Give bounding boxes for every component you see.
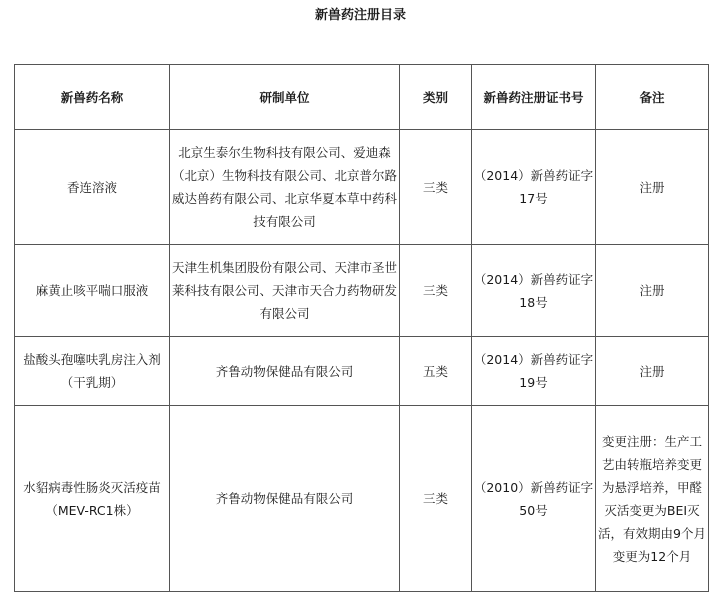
header-name: 新兽药名称 <box>15 65 170 130</box>
note-cell: 注册 <box>596 245 709 337</box>
drug-name-cell: 盐酸头孢噻呋乳房注入剂（干乳期） <box>15 337 170 406</box>
table-row <box>15 245 709 337</box>
category-cell: 三类 <box>400 130 472 245</box>
developer-cell: 北京生泰尔生物科技有限公司、爱迪森（北京）生物科技有限公司、北京普尔路威达兽药有限公司、北京华夏本草中药科技有限公司 <box>170 130 400 245</box>
cert-number-cell: （2014）新兽药证字19号 <box>472 337 596 406</box>
developer-cell: 齐鲁动物保健品有限公司 <box>170 337 400 406</box>
header-note: 备注 <box>596 65 709 130</box>
drug-name-cell: 水貂病毒性肠炎灭活疫苗（MEV-RC1株） <box>15 406 170 592</box>
developer-cell: 齐鲁动物保健品有限公司 <box>170 406 400 592</box>
category-cell: 三类 <box>400 406 472 592</box>
cert-number-cell: （2010）新兽药证字50号 <box>472 406 596 592</box>
table-row <box>15 130 709 245</box>
cert-number-cell: （2014）新兽药证字17号 <box>472 130 596 245</box>
table-row <box>15 406 709 592</box>
table-header-row <box>15 65 709 130</box>
registration-table <box>14 64 709 592</box>
drug-name-cell: 麻黄止咳平喘口服液 <box>15 245 170 337</box>
header-category: 类别 <box>400 65 472 130</box>
category-cell: 五类 <box>400 337 472 406</box>
note-cell: 注册 <box>596 130 709 245</box>
cert-number-cell: （2014）新兽药证字18号 <box>472 245 596 337</box>
developer-cell: 天津生机集团股份有限公司、天津市圣世莱科技有限公司、天津市天合力药物研发有限公司 <box>170 245 400 337</box>
table-row <box>15 337 709 406</box>
header-cert: 新兽药注册证书号 <box>472 65 596 130</box>
header-unit: 研制单位 <box>170 65 400 130</box>
category-cell: 三类 <box>400 245 472 337</box>
note-cell: 变更注册：生产工艺由转瓶培养变更为悬浮培养，甲醛灭活变更为BEI灭活，有效期由9个月变更为12个月 <box>596 406 709 592</box>
note-cell: 注册 <box>596 337 709 406</box>
page-title: 新兽药注册目录 <box>314 8 406 23</box>
drug-name-cell: 香连溶液 <box>15 130 170 245</box>
